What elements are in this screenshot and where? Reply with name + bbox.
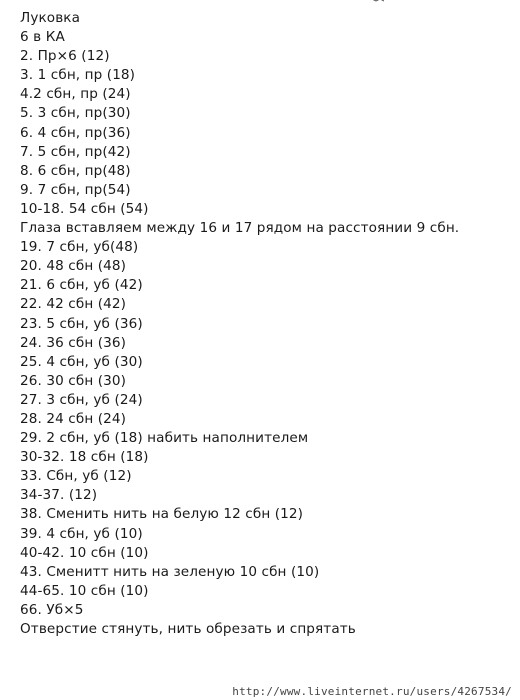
pattern-line: 2. Пр×6 (12) xyxy=(20,48,110,65)
pattern-line: 23. 5 сбн, уб (36) xyxy=(20,315,143,332)
pattern-line: 34-37. (12) xyxy=(20,487,98,504)
pattern-line: 3. 1 сбн, пр (18) xyxy=(20,67,136,84)
pattern-line: 28. 24 сбн (24) xyxy=(20,410,127,427)
pattern-line: 6. 4 сбн, пр(36) xyxy=(20,124,131,141)
pattern-line: 9. 7 сбн, пр(54) xyxy=(20,181,131,198)
pattern-line: 44-65. 10 сбн (10) xyxy=(20,582,149,599)
pattern-line: 22. 42 сбн (42) xyxy=(20,296,127,313)
pattern-line: 33. Сбн, уб (12) xyxy=(20,468,132,485)
pattern-line: 27. 3 сбн, уб (24) xyxy=(20,391,143,408)
pattern-line: 38. Сменить нить на белую 12 сбн (12) xyxy=(20,506,304,523)
pattern-line: 29. 2 сбн, уб (18) набить наполнителем xyxy=(20,430,309,447)
pattern-line: 10-18. 54 сбн (54) xyxy=(20,200,149,217)
pattern-line: 39. 4 сбн, уб (10) xyxy=(20,525,143,542)
watermark-url: http://www.liveinternet.ru/users/4267534/ xyxy=(232,685,512,698)
pattern-line: 20. 48 сбн (48) xyxy=(20,258,127,275)
pattern-line: 8. 6 сбн, пр(48) xyxy=(20,162,131,179)
pattern-title: Луковка xyxy=(20,10,81,26)
pattern-note: Глаза вставляем между 16 и 17 рядом на расстоянии 9 сбн. xyxy=(20,220,460,237)
pattern-line: 40-42. 10 сбн (10) xyxy=(20,544,149,561)
pattern-line: 6 в КА xyxy=(20,29,65,46)
pattern-line: 5. 3 сбн, пр(30) xyxy=(20,105,131,122)
pattern-line: 21. 6 сбн, уб (42) xyxy=(20,277,143,294)
pattern-line: 24. 36 сбн (36) xyxy=(20,334,127,351)
pattern-footer: Отверстие стянуть, нить обрезать и спрятать xyxy=(20,621,356,637)
pattern-line: 4.2 сбн, пр (24) xyxy=(20,86,131,103)
pattern-line: 7. 5 сбн, пр(42) xyxy=(20,143,131,160)
pattern-line: 19. 7 сбн, уб(48) xyxy=(20,239,139,256)
pattern-line: 26. 30 сбн (30) xyxy=(20,372,127,389)
pattern-line: 25. 4 сбн, уб (30) xyxy=(20,353,143,370)
pattern-line: 43. Сменитт нить на зеленую 10 сбн (10) xyxy=(20,563,320,580)
pattern-line: 66. Уб×5 xyxy=(20,601,84,618)
pattern-line: 30-32. 18 сбн (18) xyxy=(20,449,149,466)
corner-mark xyxy=(372,0,384,2)
pattern-text xyxy=(20,9,459,639)
